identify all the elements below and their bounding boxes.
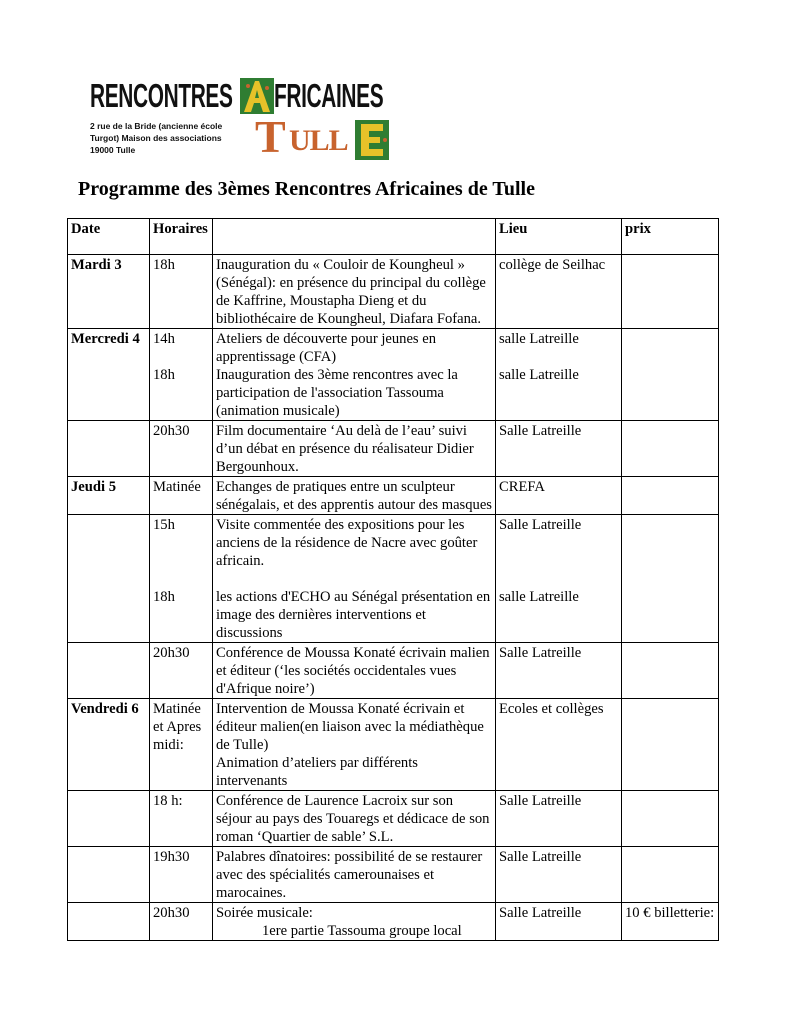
cell-horaire [150, 421, 213, 477]
table-row [68, 847, 719, 903]
table-row [68, 515, 719, 643]
horaire-text: 18h [153, 367, 175, 383]
cell-activite [213, 255, 496, 329]
page-title: Programme des 3èmes Rencontres Africaines de Tulle [78, 178, 535, 200]
cell-activite [213, 847, 496, 903]
horaire-text: 14h [153, 331, 175, 347]
horaire-text: Matinée et Apres midi: [153, 701, 202, 753]
cell-lieu [496, 643, 622, 699]
address-line: Turgot) Maison des associations [90, 133, 222, 143]
cell-prix [622, 329, 719, 421]
cell-horaire [150, 329, 213, 421]
cell-prix [622, 515, 719, 643]
program-table [67, 218, 719, 941]
cell-horaire [150, 791, 213, 847]
horaire-text: 20h30 [153, 905, 190, 921]
table-row [68, 643, 719, 699]
horaire-text: Matinée [153, 479, 201, 495]
table-row [68, 699, 719, 791]
logo [90, 78, 390, 160]
lieu-text: CREFA [499, 479, 545, 495]
lieu-text: collège de Seilhac [499, 257, 606, 273]
cell-activite [213, 699, 496, 791]
activite-text: Inauguration des 3ème rencontres avec la participation de l'association Tassouma (animation musicale) [216, 367, 458, 419]
activite-text: Ateliers de découverte pour jeunes en apprentissage (CFA) [216, 331, 437, 365]
table-row [68, 791, 719, 847]
cell-activite [213, 421, 496, 477]
lieu-text: Salle Latreille [499, 905, 582, 921]
cell-lieu [496, 477, 622, 515]
logo-tulle-ull: ULL [289, 124, 348, 157]
cell-lieu [496, 421, 622, 477]
cell-prix: 10 € billetterie: [622, 903, 719, 941]
logo-word-rencontres: RENCONTRES [90, 78, 233, 115]
logo-word-fricaines: FRICAINES [274, 78, 384, 115]
lieu-text: Salle Latreille [499, 423, 582, 439]
horaire-text: 20h30 [153, 423, 190, 439]
horaire-text: 15h [153, 517, 175, 533]
cell-date [68, 847, 150, 903]
table-row [68, 255, 719, 329]
cell-activite [213, 643, 496, 699]
cell-prix [622, 255, 719, 329]
activite-text: Conférence de Laurence Lacroix sur son séjour au pays des Touaregs et dédicace de son roman ‘Quartier de sable’ S.L. [216, 793, 490, 845]
cell-prix [622, 791, 719, 847]
cell-horaire [150, 903, 213, 941]
cell-date: Jeudi 5 [68, 477, 150, 515]
logo-letter-e-icon [355, 120, 389, 160]
lieu-text: Salle Latreille [499, 517, 582, 533]
table-row [68, 477, 719, 515]
activite-text: Animation d’ateliers par différents intervenants [216, 755, 418, 789]
cell-lieu [496, 255, 622, 329]
table-row [68, 903, 719, 941]
cell-prix [622, 699, 719, 791]
cell-lieu [496, 515, 622, 643]
cell-horaire [150, 255, 213, 329]
activite-text: Soirée musicale: [216, 905, 313, 921]
horaire-text: 20h30 [153, 645, 190, 661]
header-date: Date [68, 219, 150, 255]
cell-activite [213, 477, 496, 515]
header-lieu: Lieu [496, 219, 622, 255]
table-row [68, 329, 719, 421]
cell-date [68, 421, 150, 477]
lieu-text: salle Latreille [499, 589, 579, 605]
horaire-text: 19h30 [153, 849, 190, 865]
activite-text: Intervention de Moussa Konaté écrivain et éditeur malien(en liaison avec la médiathèque de Tulle) [216, 701, 484, 753]
cell-date [68, 791, 150, 847]
cell-activite [213, 515, 496, 643]
activite-text: Echanges de pratiques entre un sculpteur sénégalais, et des apprentis autour des masques [216, 479, 492, 513]
cell-lieu [496, 791, 622, 847]
cell-date [68, 903, 150, 941]
activite-text: Visite commentée des expositions pour les anciens de la résidence de Nacre avec goûter africain. [216, 517, 478, 569]
table-row [68, 421, 719, 477]
cell-date: Mercredi 4 [68, 329, 150, 421]
cell-date [68, 515, 150, 643]
cell-prix [622, 421, 719, 477]
activite-text: 1ere partie Tassouma groupe local [262, 923, 462, 939]
cell-prix [622, 477, 719, 515]
lieu-text: salle Latreille [499, 367, 579, 383]
cell-horaire [150, 847, 213, 903]
header-prix: prix [622, 219, 719, 255]
logo-letter-a-icon [240, 78, 274, 114]
lieu-text: salle Latreille [499, 331, 579, 347]
horaire-text: 18h [153, 257, 175, 273]
lieu-text: Salle Latreille [499, 645, 582, 661]
lieu-text: Ecoles et collèges [499, 701, 604, 717]
cell-horaire [150, 477, 213, 515]
cell-prix [622, 643, 719, 699]
address-line: 19000 Tulle [90, 145, 136, 155]
activite-text: Palabres dînatoires: possibilité de se restaurer avec des spécialités camerounaises et marocaines. [216, 849, 483, 901]
activite-text: Inauguration du « Couloir de Koungheul » (Sénégal): en présence du principal du collège de Kaffrine, Moustapha Dieng et du bibliothécaire de Koungheul, Diafara Fofana. [216, 257, 486, 327]
cell-horaire [150, 699, 213, 791]
cell-lieu [496, 903, 622, 941]
activite-text: les actions d'ECHO au Sénégal présentation en image des dernières interventions et discussions [216, 589, 491, 641]
cell-activite [213, 329, 496, 421]
cell-activite [213, 791, 496, 847]
cell-lieu [496, 329, 622, 421]
header-horaires: Horaires [150, 219, 213, 255]
cell-lieu [496, 699, 622, 791]
horaire-text: 18h [153, 589, 175, 605]
cell-lieu [496, 847, 622, 903]
cell-activite [213, 903, 496, 941]
cell-date: Mardi 3 [68, 255, 150, 329]
horaire-text: 18 h: [153, 793, 183, 809]
cell-date: Vendredi 6 [68, 699, 150, 791]
header-activite [213, 219, 496, 255]
logo-address [90, 120, 222, 156]
spacer [216, 570, 492, 588]
cell-date [68, 643, 150, 699]
logo-tulle-t: T [255, 111, 286, 162]
cell-horaire [150, 643, 213, 699]
lieu-text: Salle Latreille [499, 849, 582, 865]
activite-text: Film documentaire ‘Au delà de l’eau’ suivi d’un débat en présence du réalisateur Didier Bergounhoux. [216, 423, 474, 475]
address-line: 2 rue de la Bride (ancienne école [90, 121, 223, 131]
cell-prix [622, 847, 719, 903]
activite-text: Conférence de Moussa Konaté écrivain malien et éditeur (‘les sociétés occidentales vues d'Afrique noire’) [216, 645, 490, 697]
cell-horaire [150, 515, 213, 643]
lieu-text: Salle Latreille [499, 793, 582, 809]
table-header-row [68, 219, 719, 255]
